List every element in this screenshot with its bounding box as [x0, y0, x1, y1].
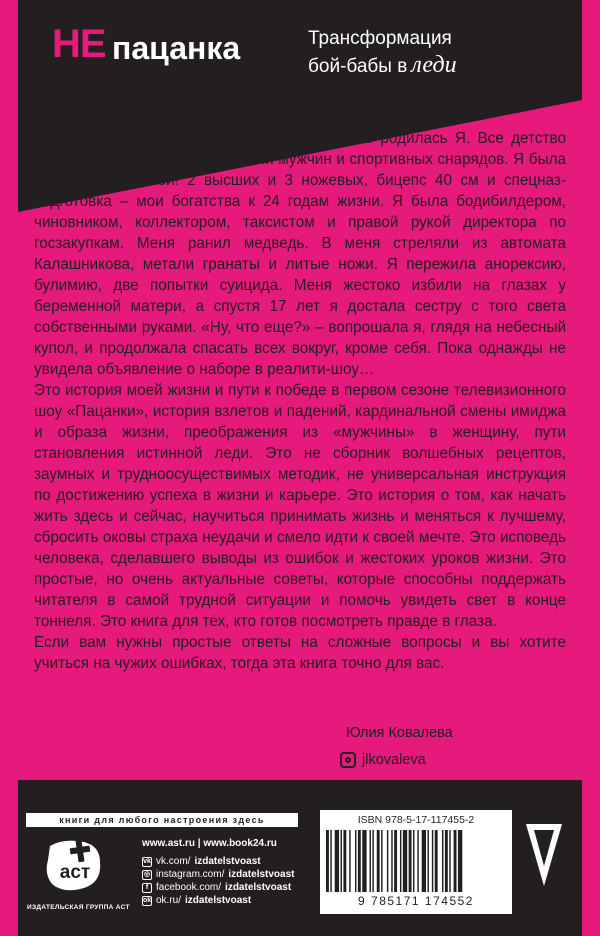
paragraph-1: Мой отец-военный всегда хотел мальчика, но родилась Я. Все детство прошло в переездах и окружении мужчин и спортивных снарядов. Я была истинной пацанкой! 2 высших и 3 ножевых, бицепс 40 см и спецназ-подготовка – мои богатства к 24 годам жизни. Я была бодибилдером, чиновником, коллектором, таксистом и правой рукой директора по госзакупкам. Меня ранил медведь. В меня стреляли из автомата Калашникова, метали гранаты и литые ножи. Я пережила анорексию, булимию, две попытки суицида. Меня жестоко избили на глазах у беременной матери, а спустя 17 лет я достала сестру с того света собственными руками. «Ну, что еще?» – вопрошала я, глядя на небесный купол, и продолжала спасать всех вокруг, кроме себя. Пока однажды не увидела объявление о наборе в реалити-шоу…: [34, 130, 566, 378]
publisher-caption: ИЗДАТЕЛЬСКАЯ ГРУППА АСТ: [27, 904, 130, 911]
social-prefix: ok.ru/: [156, 894, 182, 906]
barcode-stripe: [335, 830, 339, 892]
publisher-websites[interactable]: www.ast.ru | www.book24.ru: [142, 838, 277, 849]
barcode-stripe: [400, 830, 401, 892]
instagram-icon: [340, 752, 356, 768]
book-title: пацанка: [112, 30, 241, 66]
social-link-ok[interactable]: [142, 894, 295, 907]
author-instagram[interactable]: [340, 752, 426, 768]
isbn-label: ISBN 978-5-17-117455-2: [357, 814, 475, 826]
social-prefix: instagram.com/: [156, 868, 225, 880]
social-handle: izdatelstvoast: [194, 855, 261, 867]
social-link-instagram[interactable]: [142, 868, 295, 881]
social-prefix: vk.com/: [156, 855, 191, 867]
instagram-icon: ◎: [143, 870, 151, 878]
paragraph-2: Это история моей жизни и пути к победе в первом сезоне телевизионного шоу «Пацанки», история взлетов и падений, кардинальной смены имиджа и образа жизни, преображения из «мужчины» в женщину, пути становления истинной леди. Это не сборник волшебных рецептов, заумных и трудноосуществимых методик, не универсальная инструкция по достижению успеха в жизни и карьере. Это история о том, как начать жить здесь и сейчас, научиться принимать жизнь и меняться к лучшему, сбросить оковы страха неудачи и смело идти к своей мечте. Это исповедь человека, сделавшего выводы из ошибок и жестоких уроков жизни. Это простые, но очень актуальные советы, которые способны поддержать читателя в самой трудной ситуации и помочь увидеть свет в конце тоннеля. Это книга для тех, кто готов посмотреть правде в глаза.: [34, 382, 566, 630]
ast-logo-text: аст: [59, 862, 91, 883]
barcode-stripe: [358, 830, 361, 892]
barcode-stripe: [343, 830, 346, 892]
barcode-stripe: [454, 830, 457, 892]
facebook-icon: f: [142, 883, 152, 893]
barcode-stripe: [391, 830, 392, 892]
barcode-stripe: [422, 830, 426, 892]
barcode-block: [320, 810, 512, 914]
social-handle: izdatelstvoast: [185, 894, 252, 906]
annotation-panel: [18, 100, 582, 780]
barcode-stripe: [442, 830, 443, 892]
barcode-stripe: [449, 830, 450, 892]
social-links: [142, 855, 295, 907]
barcode-stripe: [432, 830, 433, 892]
subtitle-line-2: [308, 52, 457, 79]
barcode-stripe: [330, 830, 331, 892]
barcode-stripe: [372, 830, 373, 892]
left-magenta-bar: [0, 0, 18, 936]
barcode-stripe: [370, 830, 371, 892]
v-publisher-logo: [522, 820, 566, 890]
ok-icon: ok: [143, 896, 152, 904]
right-magenta-bar: [582, 0, 600, 936]
barcode-stripe: [413, 830, 414, 892]
author-name: Юлия Ковалева: [346, 725, 453, 741]
barcode-digits: 9 785171 174552: [358, 894, 474, 908]
social-prefix: facebook.com/: [156, 881, 222, 893]
subtitle-line-2-text: бой-бабы в: [308, 56, 408, 77]
paragraph-3: Если вам нужны простые ответы на сложные вопросы и вы хотите учиться на чужих ошибках, тогда эта книга точно для вас.: [34, 634, 566, 672]
barcode-stripe: [428, 830, 429, 892]
social-link-vk[interactable]: [142, 855, 295, 868]
barcode-stripe: [381, 830, 382, 892]
social-handle: izdatelstvoast: [225, 881, 292, 893]
title-accent: НЕ: [52, 22, 106, 66]
barcode-stripe: [409, 830, 412, 892]
barcode-stripe: [377, 830, 380, 892]
subtitle-italic-word: леди: [411, 52, 457, 78]
barcode-stripe: [445, 830, 448, 892]
barcode-stripe: [387, 830, 388, 892]
barcode-stripe: [349, 830, 350, 892]
vk-icon: vk: [143, 857, 151, 865]
barcode-stripe: [341, 830, 342, 892]
publisher-slogan: книги для любого настроения здесь: [26, 813, 298, 827]
barcode-stripe: [435, 830, 438, 892]
barcode-stripe: [458, 830, 462, 892]
barcode-stripe: [417, 830, 418, 892]
barcode-stripe: [394, 830, 397, 892]
subtitle-line-1: Трансформация: [308, 28, 452, 49]
barcode-stripe: [355, 830, 356, 892]
barcode-stripe: [362, 830, 366, 892]
instagram-handle[interactable]: jlkovaleva: [362, 752, 426, 768]
ast-logo: [44, 836, 106, 894]
barcode-stripe: [326, 830, 329, 892]
annotation-text: [34, 128, 566, 674]
barcode-stripe: [403, 830, 407, 892]
barcode: [326, 830, 506, 892]
social-handle: izdatelstvoast: [228, 868, 295, 880]
social-link-facebook[interactable]: [142, 881, 295, 894]
